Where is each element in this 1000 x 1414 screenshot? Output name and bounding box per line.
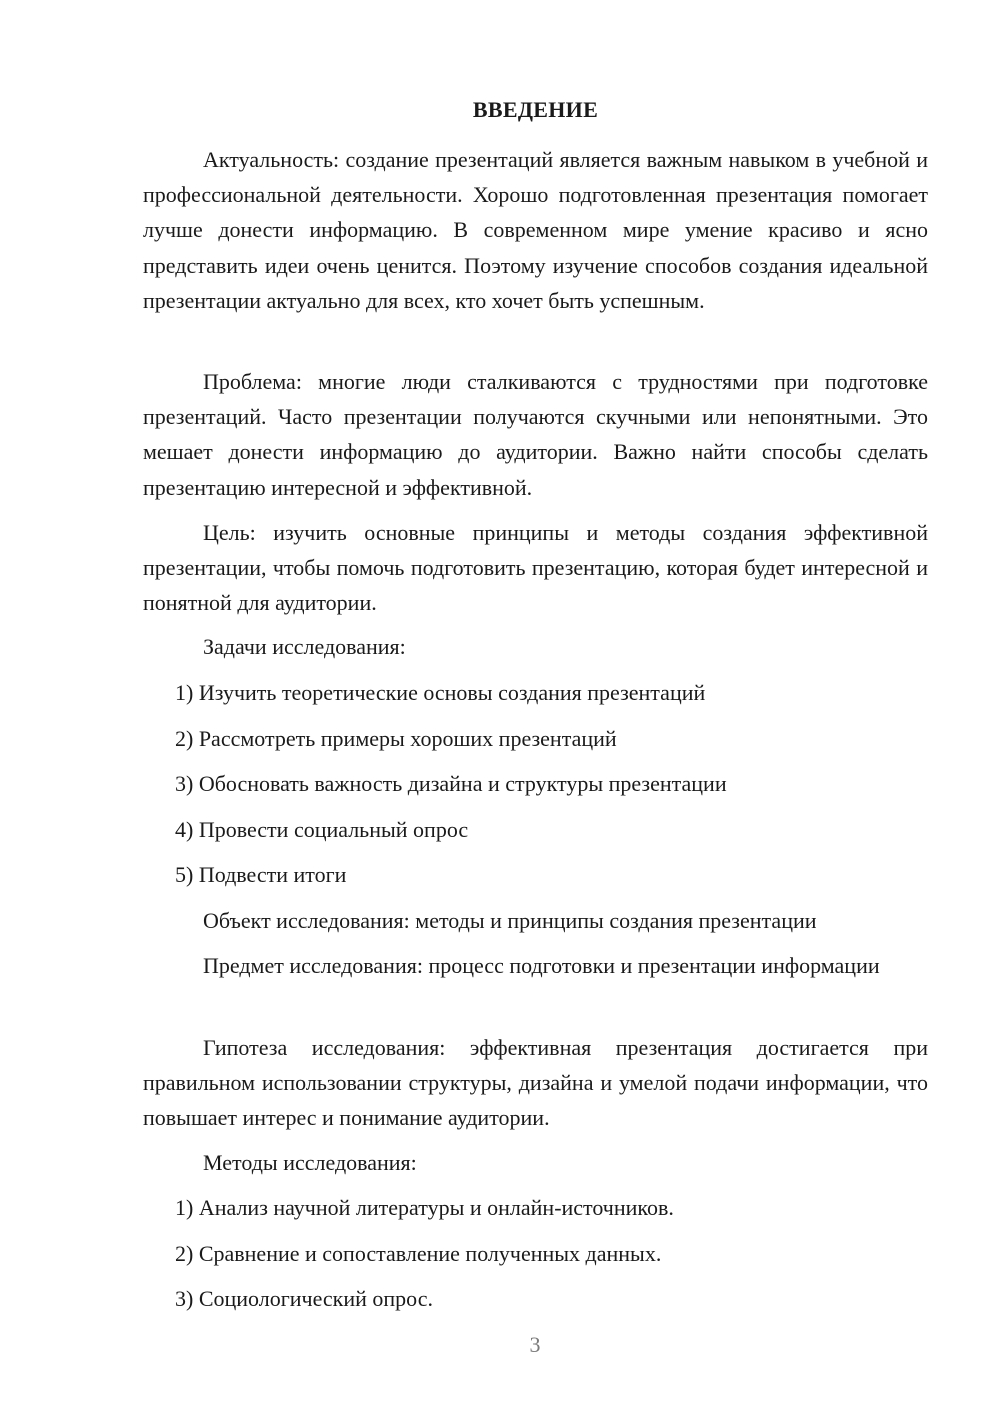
task-item: 3) Обосновать важность дизайна и структуры презентации — [175, 771, 727, 796]
relevance-paragraph: Актуальность: создание презентаций является важным навыком в учебной и профессиональной деятельности. Хорошо подготовленная презентация помогает лучше донести информацию. В современном мире умение красиво и ясно представить идеи очень ценится. Поэтому изучение способов создания идеальной презентации актуально для всех, кто хочет быть успешным. — [143, 147, 928, 313]
object-line: Объект исследования: методы и принципы создания презентации — [203, 908, 817, 933]
method-item: 3) Социологический опрос. — [175, 1286, 433, 1311]
problem-paragraph: Проблема: многие люди сталкиваются с трудностями при подготовке презентаций. Часто презентации получаются скучными или непонятными. Это мешает донести информацию до аудитории. Важно найти способы сделать презентацию интересной и эффективной. — [143, 369, 928, 500]
method-item: 2) Сравнение и сопоставление полученных данных. — [175, 1241, 662, 1266]
subject-paragraph: Предмет исследования: процесс подготовки и презентации информации — [203, 953, 880, 978]
goal-paragraph: Цель: изучить основные принципы и методы создания эффективной презентации, чтобы помочь подготовить презентацию, которая будет интересной и понятной для аудитории. — [143, 520, 928, 616]
page-title: ВВЕДЕНИЕ — [472, 97, 599, 122]
task-item: 1) Изучить теоретические основы создания презентаций — [175, 680, 706, 705]
task-item: 5) Подвести итоги — [175, 862, 347, 887]
methods-heading: Методы исследования: — [203, 1150, 417, 1175]
task-item: 4) Провести социальный опрос — [175, 817, 469, 842]
method-item: 1) Анализ научной литературы и онлайн-источников. — [175, 1195, 674, 1220]
hypothesis-paragraph: Гипотеза исследования: эффективная презентация достигается при правильном использовании структуры, дизайна и умелой подачи информации, что повышает интерес и понимание аудитории. — [143, 1035, 928, 1131]
page-number: 3 — [529, 1332, 541, 1357]
tasks-heading: Задачи исследования: — [203, 634, 406, 659]
task-item: 2) Рассмотреть примеры хороших презентаций — [175, 726, 617, 751]
